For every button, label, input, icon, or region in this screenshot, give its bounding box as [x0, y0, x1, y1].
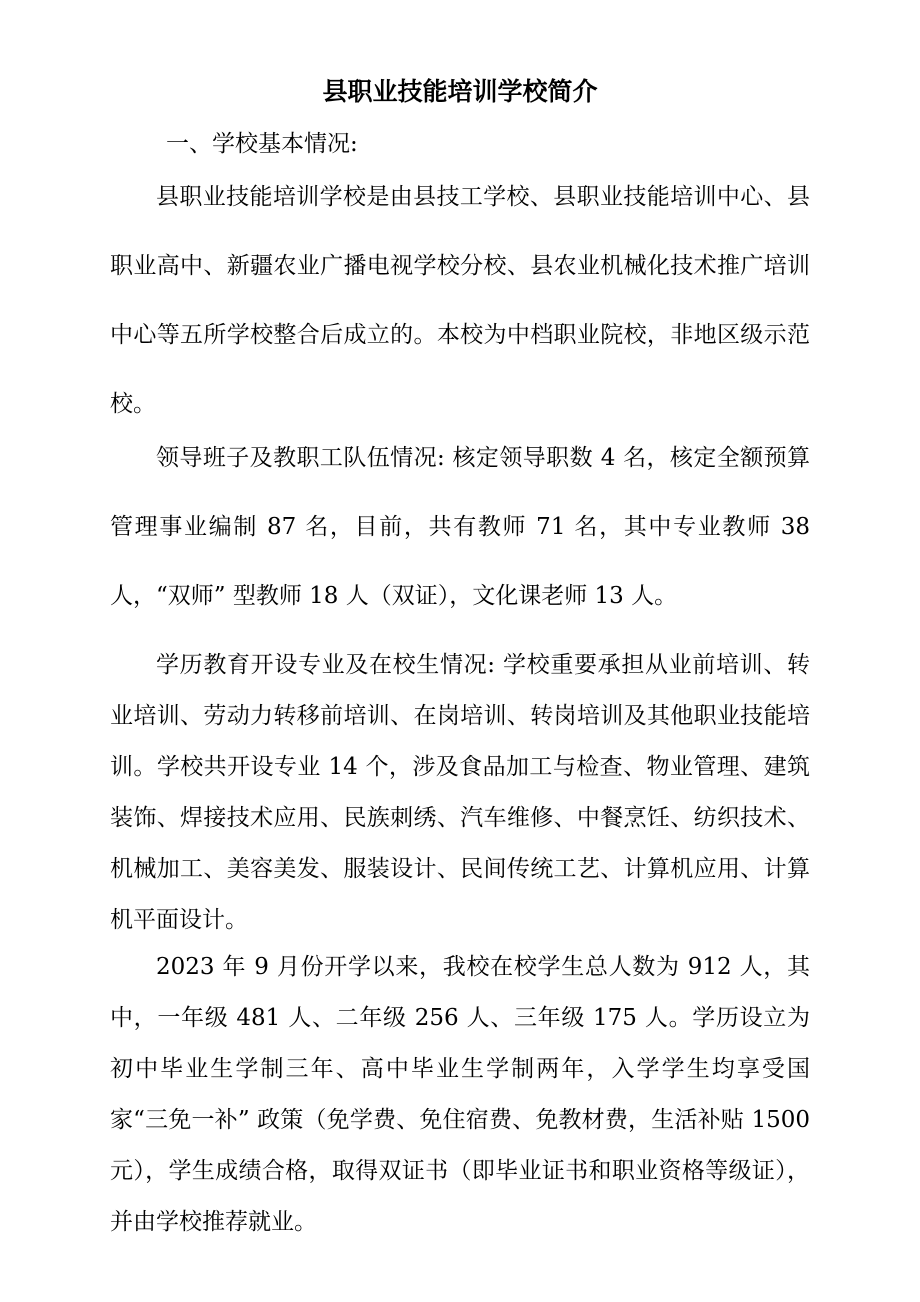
document-title: 县职业技能培训学校简介 — [322, 77, 598, 106]
paragraph-staff: 领导班子及教职工队伍情况: 核定领导职数 4 名，核定全额预算管理事业编制 87 名，目前，共有教师 71 名，其中专业教师 38 人，“双师” 型教师 18 人（双证），文化课老师 13 人。 — [110, 445, 810, 609]
paragraph-majors: 学历教育开设专业及在校生情况: 学校重要承担从业前培训、转业培训、劳动力转移前培训、在岗培训、转岗培训及其他职业技能培训。学校共开设专业 14 个，涉及食品加工与检查、物业管理、建筑装饰、焊接技术应用、民族刺绣、汽车维修、中餐烹饪、纺织技术、机械加工、美容美发、服装设计、民间传统工艺、计算机应用、计算机平面设计。 — [110, 652, 810, 933]
section-heading: 一、学校基本情况: — [166, 131, 358, 157]
paragraph-school-overview: 县职业技能培训学校是由县技工学校、县职业技能培训中心、县职业高中、新疆农业广播电视学校分校、县农业机械化技术推广培训中心等五所学校整合后成立的。本校为中档职业院校，非地区级示范校。 — [110, 184, 810, 417]
paragraph-enrollment: 2023 年 9 月份开学以来，我校在校学生总人数为 912 人，其中，一年级 481 人、二年级 256 人、三年级 175 人。学历设立为初中毕业生学制三年、高中毕业生学制两年，入学学生均享受国家“三免一补” 政策（免学费、免住宿费、免教材费，生活补贴 1500 元），学生成绩合格，取得双证书（即毕业证书和职业资格等级证），并由学校推荐就业。 — [110, 954, 810, 1235]
